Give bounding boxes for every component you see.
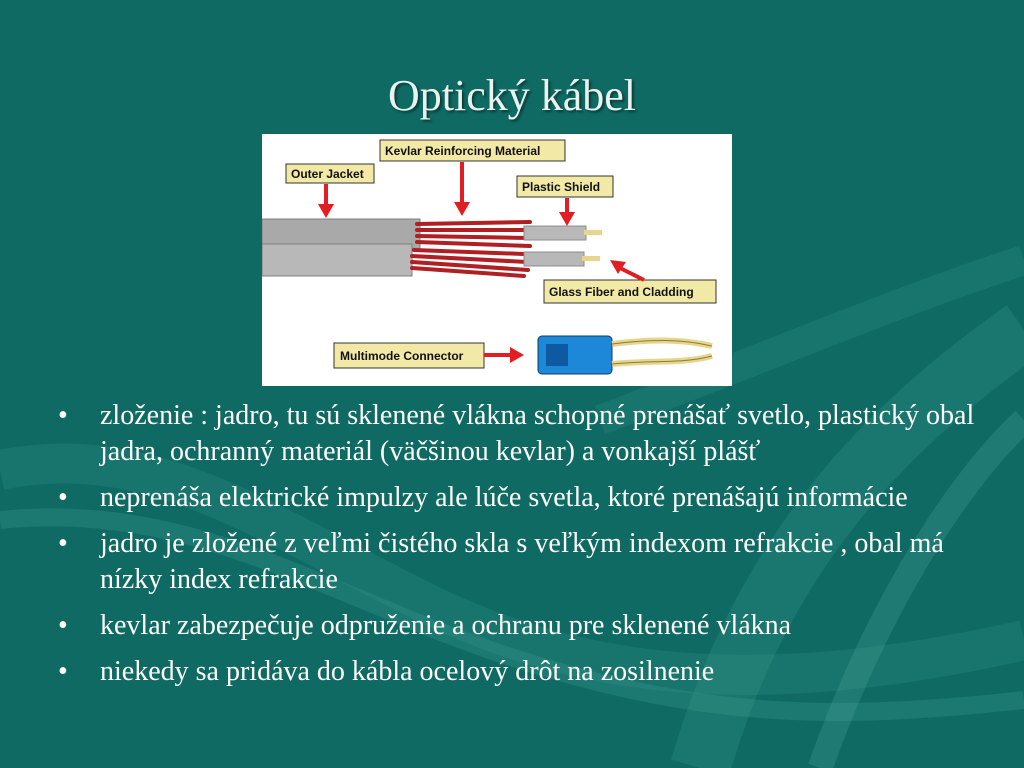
bullet-item (58, 608, 988, 644)
multimode-connector (538, 336, 712, 374)
fiber-cable-figure (262, 134, 732, 386)
outer-jacket-lower (262, 244, 412, 276)
bullet-dot: • (58, 528, 68, 559)
plastic-shield-upper (524, 226, 586, 240)
bullet-dot: • (58, 610, 68, 641)
bullet-item (58, 480, 988, 516)
bullet-text: niekedy sa pridáva do kábla ocelový drôt na zosilnenie (100, 656, 715, 687)
bullet-item (58, 398, 988, 470)
label-kevlar (380, 140, 565, 161)
glass-fiber-lower (582, 256, 600, 261)
label-plastic-shield (517, 176, 613, 197)
label-kevlar-text: Kevlar Reinforcing Material (385, 144, 541, 158)
label-plastic-shield-text: Plastic Shield (522, 180, 601, 194)
plastic-shield-lower (524, 252, 584, 266)
label-multimode-connector-text: Multimode Connector (340, 349, 464, 363)
label-outer-jacket-text: Outer Jacket (291, 167, 364, 181)
bullet-text: jadro je zložené z veľmi čistého skla s veľkým indexom refrakcie , obal má nízky index refrakcie (100, 528, 944, 595)
kevlar-strands (412, 222, 532, 276)
bullet-list (58, 398, 988, 700)
bullet-dot: • (58, 656, 68, 687)
slide-title: Optický kábel (387, 71, 637, 120)
bullet-text: neprenáša elektrické impulzy ale lúče svetla, ktoré prenášajú informácie (100, 482, 908, 513)
glass-fiber-upper (584, 230, 602, 235)
bullet-dot: • (58, 482, 68, 513)
label-multimode-connector (334, 343, 484, 368)
bullet-dot: • (58, 400, 68, 431)
label-outer-jacket (286, 164, 374, 183)
bullet-item (58, 526, 988, 598)
bullet-text: kevlar zabezpečuje odpruženie a ochranu pre sklenené vlákna (100, 610, 792, 641)
bullet-item (58, 654, 988, 690)
label-glass-fiber (544, 280, 716, 303)
bullet-text: zloženie : jadro, tu sú sklenené vlákna schopné prenášať svetlo, plastický obal jadra, ochranný materiál (väčšinou kevlar) a vonkajší plášť (100, 400, 975, 467)
label-glass-fiber-text: Glass Fiber and Cladding (549, 285, 694, 299)
